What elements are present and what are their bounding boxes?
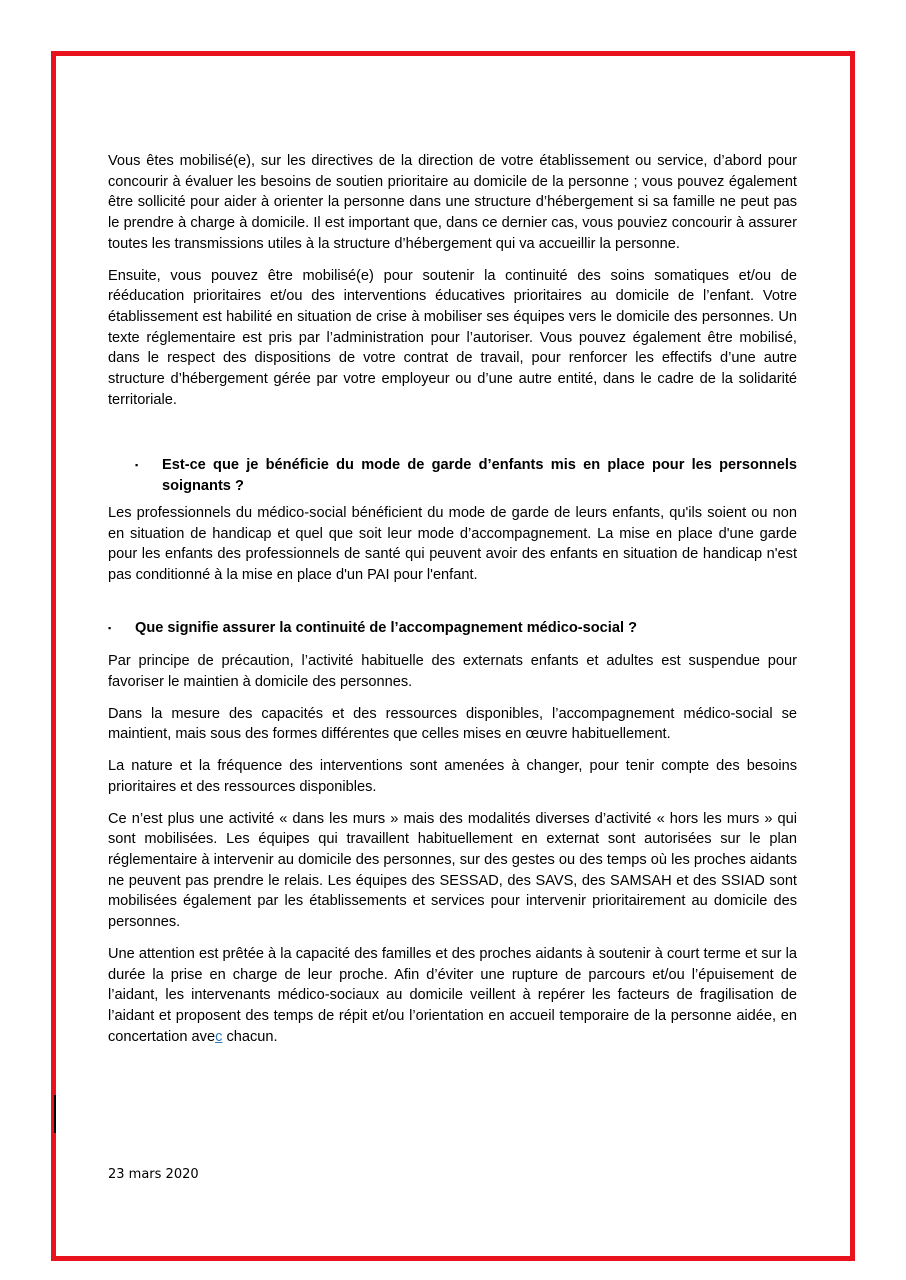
continuity-paragraph-1: Par principe de précaution, l’activité habituelle des externats enfants et adultes est suspendue pour favoriser le maintien à domicile des personnes. — [108, 653, 797, 691]
answer-childcare: Les professionnels du médico-social bénéficient du mode de garde de leurs enfants, qu'ils soient ou non en situation de handicap et quel que soit leur mode d’accompagnement. La mise en place d'une garde pour les enfants des professionnels de santé qui peuvent avoir des enfants en situation de handicap n'est pas conditionné à la mise en place d'un PAI pour l'enfant. — [108, 504, 797, 583]
continuity-paragraph-5 — [108, 944, 797, 1048]
document-body — [108, 151, 797, 1058]
continuity-paragraph-2: Dans la mesure des capacités et des ressources disponibles, l’accompagnement médico-social se maintient, mais sous des formes différentes que celles mises en œuvre habituellement. — [108, 705, 797, 743]
continuity-paragraph-3: La nature et la fréquence des interventions sont amenées à changer, pour tenir compte des besoins prioritaires et des ressources disponibles. — [108, 758, 797, 795]
question-continuity-text: Que signifie assurer la continuité de l’accompagnement médico-social ? — [135, 619, 637, 636]
footer-date: 23 mars 2020 — [108, 1167, 199, 1182]
continuity-paragraph-5-end: chacun. — [222, 1028, 278, 1045]
intro-paragraph-1: Vous êtes mobilisé(e), sur les directives de la direction de votre établissement ou service, d’abord pour concourir à évaluer les besoins de soutien prioritaire au domicile de la personne ; vous pouvez également être sollicité pour aider à orienter la personne dans une structure d’hébergement si sa famille ne peut pas le prendre à charge à domicile. Il est important que, dans ce dernier cas, vous pouviez concourir à assurer toutes les transmissions utiles à la structure d’hébergement qui va accueillir la personne. — [108, 153, 797, 252]
intro-paragraph-2: Ensuite, vous pouvez être mobilisé(e) pour soutenir la continuité des soins somatiques et/ou de rééducation prioritaires et/ou des interventions éducatives prioritaires au domicile de l’enfant. Votre établissement est habilité en situation de crise à mobiliser ses équipes vers le domicile des personnes. Un texte réglementaire est pris par l’administration pour l’autoriser. Vous pouvez également être mobilisé, dans le respect des dispositions de votre contrat de travail, pour renforcer les effectifs d’une autre structure d’hébergement gérée par votre employeur ou d’une autre entité, dans le cadre de la solidarité territoriale. — [108, 267, 797, 408]
revision-margin-bar — [54, 1095, 56, 1133]
continuity-paragraph-4: Ce n’est plus une activité « dans les murs » mais des modalités diverses d’activité « hors les murs » qui sont mobilisées. Les équipes qui travaillent habituellement en externat sont autorisées sur le plan réglementaire à intervenir au domicile des personnes, sur des gestes ou des temps où les proches aidants ne peuvent pas prendre le relais. Les équipes des SESSAD, des SAVS, des SAMSAH et des SSIAD sont mobilisées également par les établissements et services pour intervenir prioritairement au domicile des personnes. — [108, 810, 797, 931]
bullet-square-icon: ▪ — [135, 460, 139, 471]
question-childcare — [108, 455, 797, 496]
question-continuity — [108, 618, 797, 639]
inline-link[interactable]: c — [215, 1028, 223, 1045]
question-childcare-text: Est-ce que je bénéficie du mode de garde d’enfants mis en place pour les personnels soignants ? — [162, 457, 797, 495]
bullet-square-icon: ▪ — [108, 622, 112, 633]
continuity-paragraph-5-text: Une attention est prêtée à la capacité des familles et des proches aidants à soutenir à court terme et sur la durée la prise en charge de leur proche. Afin d’éviter une rupture de parcours et/ou l’épuisement de l’aidant, les intervenants médico-sociaux au domicile veillent à repérer les facteurs de fragilisation de l’aidant et proposent des temps de répit et/ou l’orientation en accueil temporaire de la personne aidée, en concertation ave — [108, 945, 797, 1045]
